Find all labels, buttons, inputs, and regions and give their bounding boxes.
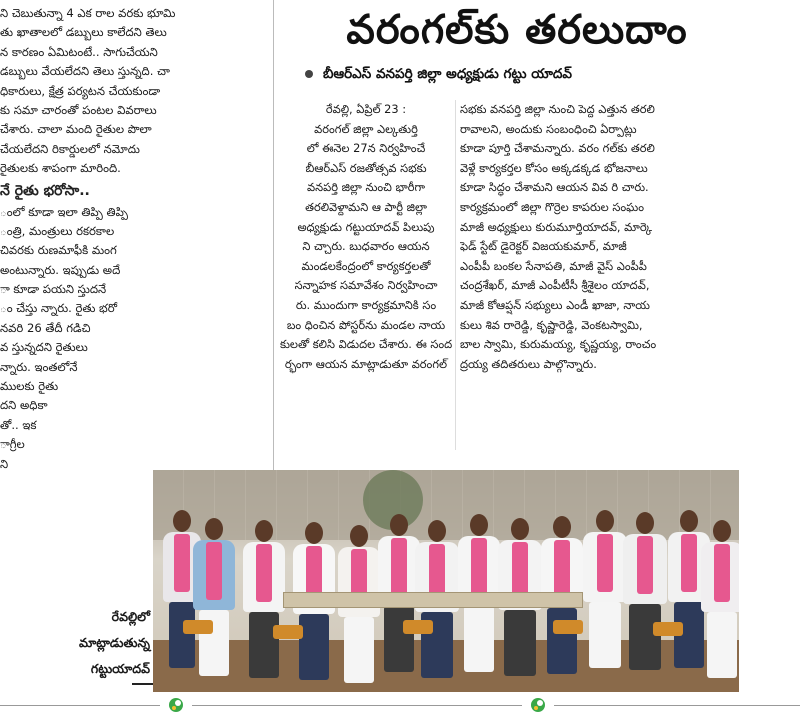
person-legs xyxy=(589,602,621,668)
article-line: మాజీ కోఆప్షన్ సభ్యులు ఎండీ ఖాజా, నాయ xyxy=(460,297,650,312)
left-line: న కారణం ఏమిటంటే.. సాగుచేయని xyxy=(0,44,158,59)
person-head xyxy=(680,510,698,532)
article-line: ని చ్చారు. బుధవారం ఆయన xyxy=(302,239,430,254)
left-line: తు ఖాతాలలో డబ్బులు కాలేదని తెలు xyxy=(0,25,167,40)
left-line: అంటున్నారు. ఇప్పుడు అదే xyxy=(0,262,121,277)
footer-rule xyxy=(192,705,522,706)
article-line: ద్రయ్య తదితరులు పాల్గొన్నారు. xyxy=(460,356,597,371)
person-scarf xyxy=(637,536,653,594)
subheadline xyxy=(305,64,785,84)
person-head xyxy=(305,522,323,544)
left-line: న్నారు. ఇంతలోనే xyxy=(0,359,78,374)
person-scarf xyxy=(391,538,407,596)
news-photo xyxy=(153,470,739,692)
footer-rule xyxy=(0,705,160,706)
article-line: కూడా సిద్ధం చేశామని ఆయన వివ రి చారు. xyxy=(460,180,649,195)
article-line: సన్నాహక సమావేశం నిర్వహించా xyxy=(294,278,438,293)
person-legs xyxy=(464,606,494,672)
article-line: కూడా పూర్తి చేశామన్నారు. వరం గల్‌కు తరలి xyxy=(460,141,655,156)
article-line: మండలకేంద్రంలో కార్యకర్తలతో xyxy=(301,258,431,273)
left-line: నవరి 26 తేదీ గడిచి xyxy=(0,320,91,335)
left-line: ాగ్రీల xyxy=(0,437,25,452)
article-line: లో ఈనెల 27న నిర్వహించే xyxy=(306,141,426,156)
person-head xyxy=(596,510,614,532)
article-line: కులు శివ రారెడ్డి, కృష్ణారెడ్డి, వెంకటస్వామి, xyxy=(460,317,643,332)
person-legs xyxy=(707,612,737,678)
person-scarf xyxy=(714,544,730,602)
leaf-logo-icon xyxy=(168,697,184,713)
left-line: వ స్తున్నదని రైతులు xyxy=(0,340,88,355)
article-line: కులతో కలిసి విడుదల చేశారు. ఈ సంద xyxy=(280,337,452,352)
person-head xyxy=(390,514,408,536)
article-line: రేవల్లి, ఏప్రిల్ 23 : xyxy=(325,102,407,116)
left-article-text xyxy=(0,4,268,474)
left-line: చివరకు రుణమాఫీకి మంగ xyxy=(0,243,117,258)
article-line: రు. ముందుగా కార్యక్రమానికి సం xyxy=(295,297,437,312)
footer-rule xyxy=(554,705,800,706)
headline: వరంగల్‌కు తరలుదాం xyxy=(346,7,688,53)
person-legs xyxy=(169,602,195,668)
left-line: డబ్బులు వేయలేదని తెలు స్తున్నది. చా xyxy=(0,64,170,79)
article-line: ఎంపీపీ బంకల సేనాపతి, మాజీ వైస్ ఎంపీపీ xyxy=(460,258,647,273)
photo-chair xyxy=(403,620,433,634)
person-scarf xyxy=(681,534,697,592)
article-column-2 xyxy=(460,100,745,374)
caption-line: గట్టుయాదవ్ xyxy=(90,661,150,676)
person-head xyxy=(553,516,571,538)
person-head xyxy=(636,512,654,534)
article-line: కార్యక్రమంలో జిల్లా గొర్రెల కాపరుల సంఘం xyxy=(460,199,644,214)
person-legs xyxy=(344,617,374,683)
person-scarf xyxy=(554,540,570,598)
photo-chair xyxy=(183,620,213,634)
article-line: బం ధించిన పోస్టర్‌ను మండల నాయ xyxy=(286,317,446,332)
left-line: ములకు రైతు xyxy=(0,379,59,394)
person-legs xyxy=(299,614,329,680)
article-line: వనపర్తి జిల్లా నుంచి భారీగా xyxy=(307,180,425,195)
column-divider xyxy=(273,0,274,470)
photo-chair xyxy=(653,622,683,636)
caption-line: రేవల్లిలో xyxy=(111,609,150,624)
left-line: ంత్రి, మంత్రులు రకరకాల xyxy=(0,223,115,238)
photo-chair xyxy=(553,620,583,634)
left-line: ని xyxy=(0,456,9,471)
article-line: ఫెడ్ స్టేట్ డైరెక్టర్ విజయకుమార్, మాజీ xyxy=(460,239,627,254)
article-line: వెళ్లే కార్యకర్తల కోసం అక్కడక్కడ భోజనాలు xyxy=(460,160,648,175)
person-legs xyxy=(384,606,414,672)
article-line: మాజీ అధ్యక్షులు కురుమూర్తియాదవ్, మార్కె xyxy=(460,219,652,234)
photo-caption xyxy=(0,604,150,682)
person-legs xyxy=(547,608,577,674)
left-line: దని అధికా xyxy=(0,398,48,413)
person-scarf xyxy=(471,538,487,596)
article-line: తరలివెళ్దామని ఆ పార్టీ జిల్లా xyxy=(305,199,427,214)
person-scarf xyxy=(256,544,272,602)
left-line: చేశారు. చాలా మంది రైతుల పొలా xyxy=(0,122,152,137)
left-line: ధికారులు, క్షేత్ర పర్యటన చేయకుండా xyxy=(0,83,161,98)
left-line: తో.. ఇక xyxy=(0,417,37,432)
person-head xyxy=(470,514,488,536)
person-head xyxy=(255,520,273,542)
left-line: ం చేస్తు న్నారు. రైతు భరో xyxy=(0,301,118,316)
photo-chair xyxy=(273,625,303,639)
column-divider xyxy=(455,100,456,450)
person-legs xyxy=(629,604,661,670)
article-line: ర్భంగా ఆయన మాట్లాడుతూ వరంగల్ xyxy=(284,356,448,371)
article-line: బీఆర్ఎస్ రజతోత్సవ సభకు xyxy=(305,160,427,175)
photo-table xyxy=(283,592,583,608)
person-head xyxy=(713,520,731,542)
left-line: చేయలేదని రికార్డులలో నమోదు xyxy=(0,141,140,156)
left-line: రైతులకు శాపంగా మారింది. xyxy=(0,161,121,176)
article-column-1 xyxy=(280,100,452,374)
person-head xyxy=(205,518,223,540)
person-legs xyxy=(504,610,536,676)
left-line: కు సమా చారంతో పంటల వివరాలు xyxy=(0,102,157,117)
left-line: ంలో కూడా ఇలా తిప్పి తిప్పి xyxy=(0,204,129,219)
article-line: సభకు వనపర్తి జిల్లా నుంచి పెద్ద ఎత్తున తరలి xyxy=(460,102,655,116)
person-head xyxy=(350,525,368,547)
caption-line: మాట్లాడుతున్న xyxy=(78,635,150,650)
article-line: చంద్రశేఖర్, మాజీ ఎంపీటీసీ శ్రీశైలం యాదవ్, xyxy=(460,278,650,293)
bullet-icon xyxy=(305,70,313,78)
person-scarf xyxy=(597,534,613,592)
leaf-logo-icon xyxy=(530,697,546,713)
article-line: వరంగల్ జిల్లా ఎల్కతుర్తి xyxy=(314,121,418,136)
person-scarf xyxy=(174,534,190,592)
article-line: బాల స్వామి, కురుమయ్య, కృష్ణయ్య, రాంచం xyxy=(460,337,657,352)
left-line: ా కూడా పయని స్తుదనే xyxy=(0,282,107,297)
person-scarf xyxy=(206,542,222,600)
person-head xyxy=(428,520,446,542)
left-line: ని చెబుతున్నా 4 ఎక రాల వరకు భూమి xyxy=(0,6,176,20)
left-subheading: నే రైతు భరోసా.. xyxy=(0,182,90,199)
person-head xyxy=(173,510,191,532)
article-line: రావాలని, అందుకు సంబంధించి ఏర్పాట్లు xyxy=(460,121,637,136)
subheadline-text: బీఆర్ఎస్ వనపర్తి జిల్లా అధ్యక్షుడు గట్టు యాదవ్ xyxy=(323,66,573,82)
person-head xyxy=(511,518,529,540)
person-legs xyxy=(249,612,279,678)
article-line: అధ్యక్షుడు గట్టుయాదవ్ పిలుపు xyxy=(297,219,435,234)
